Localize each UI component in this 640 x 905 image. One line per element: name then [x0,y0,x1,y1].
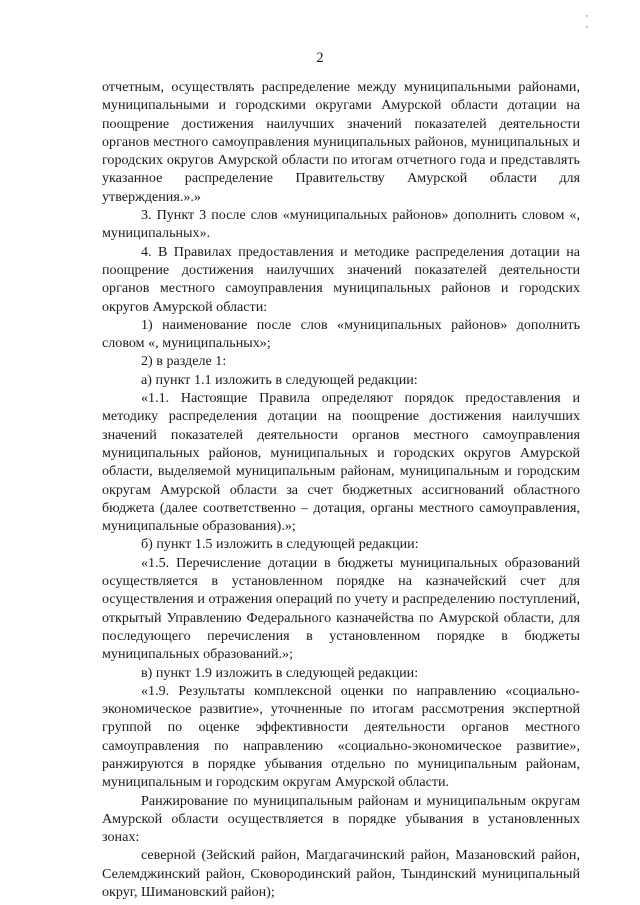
paragraph: 4. В Правилах предоставления и методике распределения дотации на поощрение достижения наилучших значений показателей деятельности органов местного самоуправления муниципальных районов и городских округов Амурской области: [102,243,580,315]
paragraph: 1) наименование после слов «муниципальных районов» дополнить словом «, муниципальных»; [102,316,580,352]
scan-marks: ' ' [586,14,608,36]
paragraph: 3. Пункт 3 после слов «муниципальных районов» дополнить словом «, муниципальных». [102,207,580,242]
paragraph: а) пункт 1.1 изложить в следующей редакции: [141,371,418,388]
paragraph: в) пункт 1.9 изложить в следующей редакции: [141,664,419,681]
paragraph: «1.9. Результаты комплексной оценки по направлению «социально-экономическое развитие», уточненные по итогам рассмотрения экспертной группой по оценке эффективности деятельности органов местного самоуправления по направлению «социально-экономическое развитие», ранжируются в порядке убывания отдельно по муниципальным районам, муниципальным и городским округам Амурской области. [102,682,580,791]
paragraph: отчетным, осуществлять распределение между муниципальными районами, муниципальными и городскими округами Амурской области дотации на поощрение достижения наилучших значений показателей деятельности органов местного самоуправления муниципальных районов, муниципальных и городских округов Амурской области по итогам отчетного года и представлять указанное распределение Правительству Амурской области для утверждения.».» [102,79,580,205]
body-text [102,78,580,901]
page-number: 2 [316,50,324,66]
paragraph: 2) в разделе 1: [141,353,227,370]
paragraph: б) пункт 1.5 изложить в следующей редакции: [141,536,419,553]
paragraph: «1.5. Перечисление дотации в бюджеты муниципальных образований осуществляется в установленном порядке на казначейский счет для осуществления и отражения операций по учету и распределению поступлений, открытый Управлению Федерального казначейства по Амурской области, для последующего перечисления в установленном порядке в бюджеты муниципальных образований.»; [102,554,580,663]
paragraph: «1.1. Настоящие Правила определяют порядок предоставления и методику распределения дотации на поощрение достижения наилучших значений показателей деятельности органов местного самоуправления муниципальных районов, муниципальных и городских округов Амурской области, выделяемой муниципальным районам, муниципальным и городским округам Амурской области за счет бюджетных ассигнований областного бюджета (далее соответственно – дотация, органы местного самоуправления, муниципальные образования).»; [102,390,580,535]
paragraph: северной (Зейский район, Магдагачинский район, Мазановский район, Селемджинский район, Сковородинский район, Тындинский муниципальный округ, Шимановский район); [102,847,580,901]
paragraph: Ранжирование по муниципальным районам и муниципальным округам Амурской области осуществляется в порядке убывания в установленных зонах: [102,792,580,846]
